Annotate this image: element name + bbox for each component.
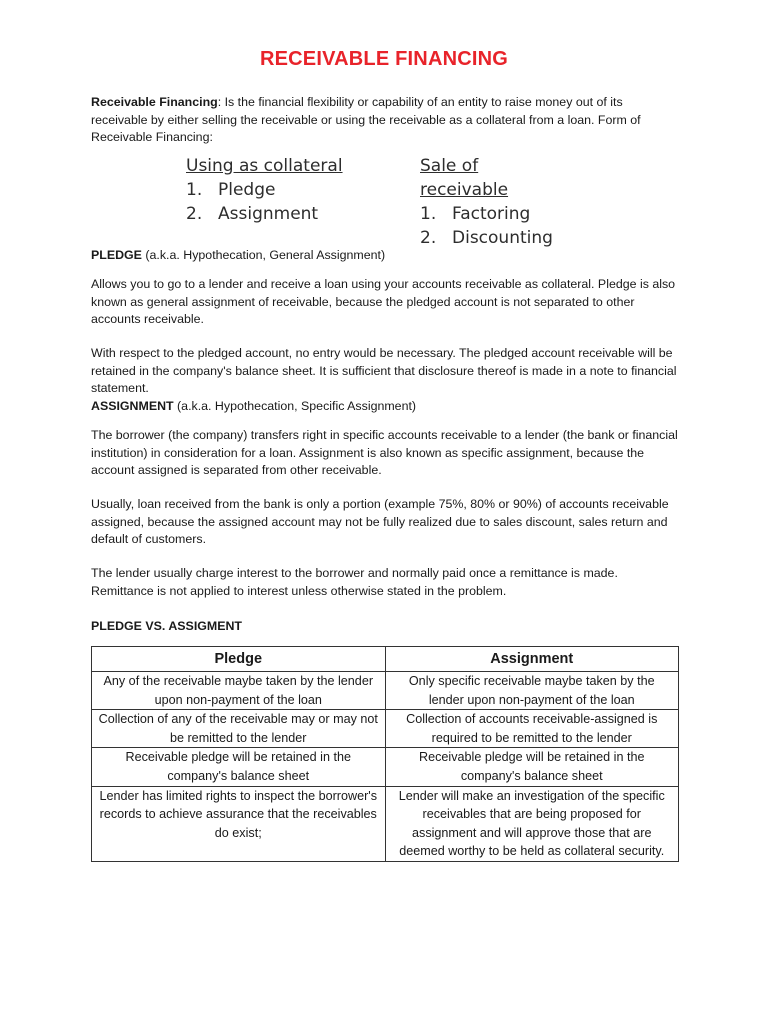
table-cell: Collection of accounts receivable-assigned is required to be remitted to the lender bbox=[385, 710, 679, 748]
table-cell: Lender has limited rights to inspect the borrower's records to achieve assurance that the receivables do exist; bbox=[92, 786, 386, 861]
assignment-aka: (a.k.a. Hypothecation, Specific Assignment) bbox=[173, 399, 417, 413]
table-cell: Collection of any of the receivable may or may not be remitted to the lender bbox=[92, 710, 386, 748]
table-cell: Lender will make an investigation of the specific receivables that are being proposed for assignment and will approve those that are deemed worthy to be held as collateral security. bbox=[385, 786, 679, 861]
sale-heading: Sale of receivable bbox=[420, 156, 509, 200]
table-cell: Receivable pledge will be retained in the company's balance sheet bbox=[92, 748, 386, 786]
intro-term: Receivable Financing bbox=[91, 95, 218, 109]
pledge-paragraph-1: Allows you to go to a lender and receive a loan using your accounts receivable as collateral. Pledge is also known as general assignment of receivable, because the pledged account is not separated to other accounts receivable. bbox=[91, 277, 676, 326]
collateral-column bbox=[186, 154, 343, 226]
assignment-heading bbox=[91, 398, 681, 416]
page-title: RECEIVABLE FINANCING bbox=[259, 48, 509, 70]
intro-text: : Is the financial flexibility or capability of an entity to raise money out of its receivable by either selling the receivable or using the receivable as a collateral from a loan. Form of Receivable Financing: bbox=[91, 95, 641, 144]
column-header-assignment: Assignment bbox=[385, 647, 679, 672]
collateral-heading: Using as collateral bbox=[186, 156, 343, 176]
table-row bbox=[92, 786, 679, 861]
table-row bbox=[92, 748, 679, 786]
assignment-paragraph-2: Usually, loan received from the bank is only a portion (example 75%, 80% or 90%) of accounts receivable assigned, because the assigned account may not be fully realized due to sales discount, sales return and default of customers. bbox=[91, 497, 669, 546]
table-row bbox=[92, 710, 679, 748]
assignment-term: ASSIGNMENT bbox=[91, 399, 174, 413]
sale-item: 2. Discounting bbox=[420, 228, 553, 248]
pledge-term: PLEDGE bbox=[91, 248, 142, 262]
sale-item: 1. Factoring bbox=[420, 204, 531, 224]
pledge-aka: (a.k.a. Hypothecation, General Assignment) bbox=[141, 248, 386, 262]
collateral-item: 2. Assignment bbox=[186, 204, 319, 224]
comparison-table bbox=[91, 646, 679, 862]
assignment-paragraph-3: The lender usually charge interest to the borrower and normally paid once a remittance is made. Remittance is not applied to interest unless otherwise stated in the problem. bbox=[91, 566, 618, 598]
comparison-heading: PLEDGE VS. ASSIGMENT bbox=[91, 619, 243, 633]
table-row bbox=[92, 672, 679, 710]
column-header-pledge: Pledge bbox=[92, 647, 386, 672]
sale-column bbox=[420, 154, 566, 250]
table-cell: Any of the receivable maybe taken by the lender upon non-payment of the loan bbox=[92, 672, 386, 710]
table-cell: Receivable pledge will be retained in the company's balance sheet bbox=[385, 748, 679, 786]
pledge-heading bbox=[91, 247, 681, 265]
financing-forms-image bbox=[186, 154, 566, 248]
intro-paragraph bbox=[91, 94, 681, 147]
table-header-row bbox=[92, 647, 679, 672]
table-cell: Only specific receivable maybe taken by the lender upon non-payment of the loan bbox=[385, 672, 679, 710]
assignment-paragraph-1: The borrower (the company) transfers right in specific accounts receivable to a lender (the bank or financial institution) in consideration for a loan. Assignment is also known as specific assignment, because the account assigned is separated from other receivable. bbox=[91, 428, 678, 477]
pledge-paragraph-2: With respect to the pledged account, no entry would be necessary. The pledged account receivable will be retained in the company's balance sheet. It is sufficient that disclosure thereof is made in a note to financial statement. bbox=[91, 346, 677, 395]
collateral-item: 1. Pledge bbox=[186, 180, 276, 200]
